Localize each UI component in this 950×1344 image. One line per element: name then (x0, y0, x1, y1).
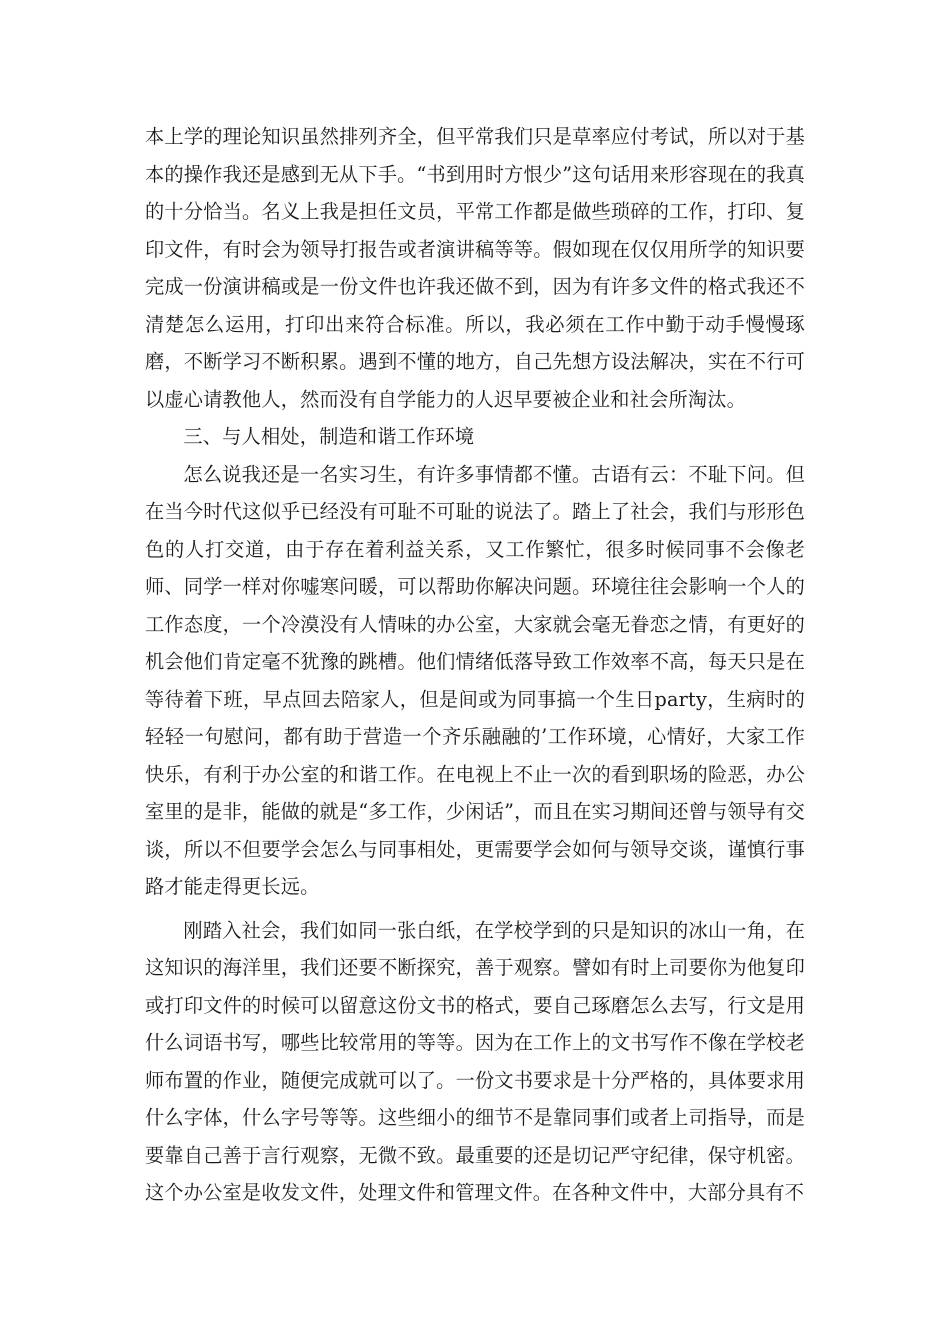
paragraph-continuation: 本上学的理论知识虽然排列齐全，但平常我们只是草率应付考试，所以对于基本的操作我还是感到无从下手。“书到用时方恨少”这句话用来形容现在的我真的十分恰当。名义上我是担任文员，平常工作都是做些琐碎的工作，打印、复印文件，有时会为领导打报告或者演讲稿等等。假如现在仅仅用所学的知识要完成一份演讲稿或是一份文件也许我还做不到，因为有许多文件的格式我还不清楚怎么运用，打印出来符合标准。所以，我必须在工作中勤于动手慢慢琢磨，不断学习不断积累。遇到不懂的地方，自己先想方设法解决，实在不行可以虚心请教他人，然而没有自学能力的人迟早要被企业和社会所淘汰。 (145, 125, 805, 411)
paragraph-colleagues: 怎么说我还是一名实习生，有许多事情都不懂。古语有云：不耻下问。但在当今时代这似乎已经没有可耻不可耻的说法了。踏上了社会，我们与形形色色的人打交道，由于存在着利益关系，又工作繁忙，很多时候同事不会像老师、同学一样对你嘘寒问暖，可以帮助你解决问题。环境往往会影响一个人的工作态度，一个冷漠没有人情味的办公室，大家就会毫无眷恋之情，有更好的机会他们肯定毫不犹豫的跳槽。他们情绪低落导致工作效率不高，每天只是在等待着下班，早点回去陪家人，但是间或为同事搞一个生日party，生病时的轻轻一句慰问，都有助于营造一个齐乐融融的’工作环境，心情好，大家工作快乐，有利于办公室的和谐工作。在电视上不止一次的看到职场的险恶，办公室里的是非，能做的就是“多工作，少闲话”，而且在实习期间还曾与领导有交谈，所以不但要学会怎么与同事相处，更需要学会如何与领导交谈，谨慎行事路才能走得更长远。 (145, 462, 805, 898)
section-heading: 三、与人相处，制造和谐工作环境 (183, 425, 475, 448)
paragraph-observation: 刚踏入社会，我们如同一张白纸，在学校学到的只是知识的冰山一角，在这知识的海洋里，我们还要不断探究，善于观察。譬如有时上司要你为他复印或打印文件的时候可以留意这份文书的格式，要自己琢磨怎么去写，行文是用什么词语书写，哪些比较常用的等等。因为在工作上的文书写作不像在学校老师布置的作业，随便完成就可以了。一份文书要求是十分严格的，具体要求用什么字体，什么字号等等。这些细小的细节不是靠同事们或者上司指导，而是要靠自己善于言行观察，无微不致。最重要的还是切记严守纪律，保守机密。这个办公室是收发文件，处理文件和管理文件。在各种文件中，大部分具有不 (145, 918, 805, 1204)
document-body (145, 118, 805, 1212)
